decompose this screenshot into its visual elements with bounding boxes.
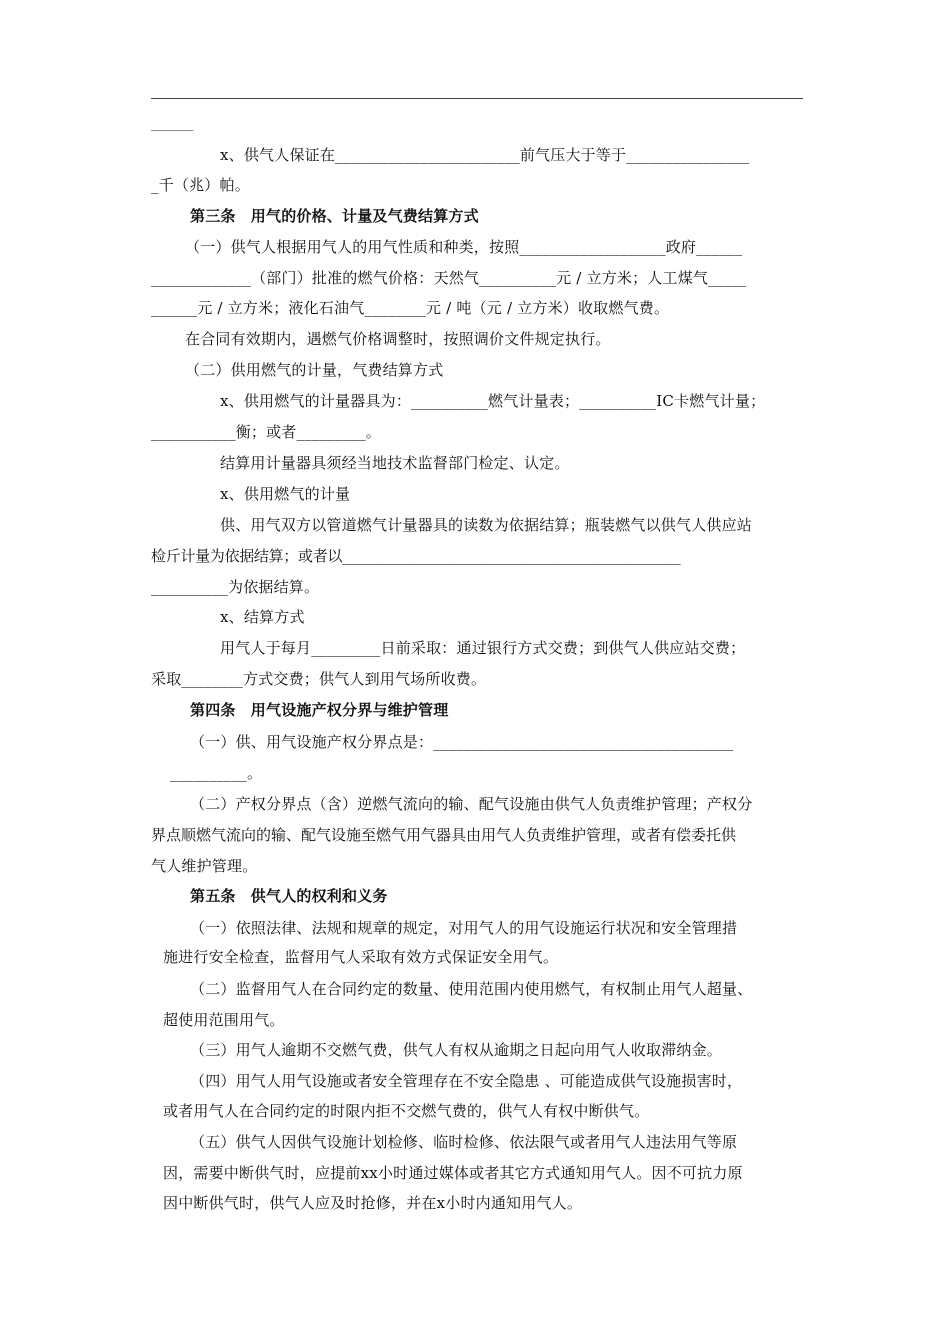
text-line: __________。: [170, 764, 263, 782]
text-line: （三）用气人逾期不交燃气费，供气人有权从逾期之日起向用气人收取滞纳金。: [190, 1041, 723, 1059]
text-line: x、结算方式: [220, 608, 305, 626]
text-line: （二）供用燃气的计量，气费结算方式: [185, 361, 444, 379]
text-line: 或者用气人在合同约定的时限内拒不交燃气费的，供气人有权中断供气。: [163, 1102, 650, 1120]
text-line: 超使用范围用气。: [163, 1011, 285, 1029]
text-line: 用气人于每月_________日前采取：通过银行方式交费；到供气人供应站交费；: [220, 639, 746, 657]
text-line: 因，需要中断供气时，应提前xx小时通过媒体或者其它方式通知用气人。因不可抗力原: [163, 1164, 743, 1182]
text-line: 供、用气双方以管道燃气计量器具的读数为依据结算；瓶装燃气以供气人供应站: [220, 516, 753, 534]
section-heading: 第三条 用气的价格、计量及气费结算方式: [190, 207, 479, 225]
text-line: 在合同有效期内，遇燃气价格调整时，按照调价文件规定执行。: [185, 330, 611, 348]
text-line: （二）产权分界点（含）逆燃气流向的输、配气设施由供气人负责维护管理；产权分: [190, 795, 753, 813]
text-line: 因中断供气时，供气人应及时抢修，并在x小时内通知用气人。: [163, 1194, 583, 1212]
text-line: _____________（部门）批准的燃气价格：天然气__________元 / 立方米；人工煤气_____: [151, 269, 747, 287]
text-line: （一）供气人根据用气人的用气性质和种类，按照___________________政府______: [185, 238, 743, 256]
section-heading: 第五条 供气人的权利和义务: [190, 887, 388, 905]
text-line: x、供用燃气的计量: [220, 485, 351, 503]
text-line: x、供用燃气的计量器具为：__________燃气计量表；__________IC卡燃气计量；: [220, 392, 766, 410]
section-heading: 第四条 用气设施产权分界与维护管理: [190, 701, 449, 719]
text-line: _______: [151, 117, 193, 132]
text-line: 气人维护管理。: [151, 857, 258, 875]
top-rule: [151, 98, 803, 99]
text-line: ___________衡；或者_________。: [151, 423, 382, 441]
text-line: （二）监督用气人在合同约定的数量、使用范围内使用燃气，有权制止用气人超量、: [190, 980, 753, 998]
text-line: ______元 / 立方米；液化石油气________元 / 吨（元 / 立方米）收取燃气费。: [151, 299, 670, 317]
text-line: （一）依照法律、法规和规章的规定，对用气人的用气设施运行状况和安全管理措: [190, 919, 738, 937]
text-line: （五）供气人因供气设施计划检修、临时检修、依法限气或者用气人违法用气等原: [190, 1133, 738, 1151]
text-line: 采取________方式交费；供气人到用气场所收费。: [151, 670, 487, 688]
text-line: 检斤计量为依据结算；或者以_______________________________________________: [151, 547, 681, 565]
text-line: （四）用气人用气设施或者安全管理存在不安全隐患 、可能造成供气设施损害时，: [190, 1072, 743, 1090]
text-line: （一）供、用气设施产权分界点是：_______________________________________: [190, 733, 734, 751]
text-line: 结算用计量器具须经当地技术监督部门检定、认定。: [220, 454, 570, 472]
text-line: 施进行安全检查，监督用气人采取有效方式保证安全用气。: [163, 948, 559, 966]
text-line: _千（兆）帕。: [151, 176, 250, 194]
text-line: __________为依据结算。: [151, 578, 320, 596]
text-line: 界点顺燃气流向的输、配气设施至燃气用气器具由用气人负责维护管理，或者有偿委托供: [151, 826, 737, 844]
text-line: x、供气人保证在________________________前气压大于等于________________: [220, 146, 750, 164]
